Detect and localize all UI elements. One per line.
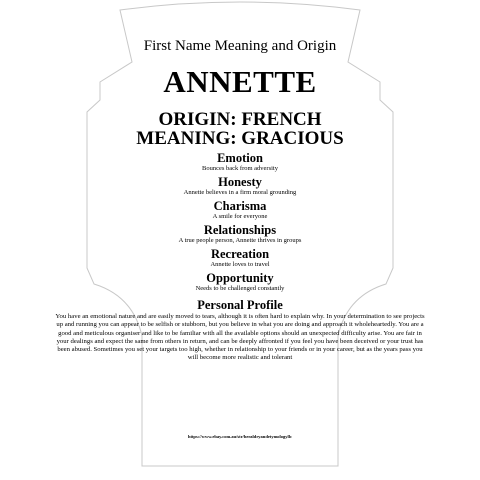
- name-heading: ANNETTE: [163, 64, 317, 99]
- trait-recreation: [80, 248, 400, 269]
- trait-title: Relationships: [203, 223, 277, 237]
- origin-line: ORIGIN: FRENCH: [158, 109, 322, 130]
- page-subtitle: First Name Meaning and Origin: [143, 38, 337, 54]
- meaning-line: MEANING: GRACIOUS: [136, 128, 344, 149]
- trait-emotion: [80, 152, 400, 173]
- trait-text: Needs to be challenged constantly: [195, 285, 285, 292]
- trait-title: Honesty: [218, 175, 262, 189]
- trait-title: Recreation: [210, 247, 270, 261]
- profile-text: You have an emotional nature and are easily moved to tears, although it is often hard to explain why. In your determination to see projects up and running you can appear to be selfish or stubborn, but you believe in what you are doing and approach it wholeheartedly. You are a good and meticulous organiser and like to be familiar with all the available options should an unexpected difficulty arise. You are fair in your dealings and expect the same from others in return, and can be deeply affronted if you feel you have been deceived or your trust has been abused. Sometimes you set your targets too high, whether in relationship to your friends or in your career, but as the years pass you will become more realistic and tolerant: [55, 313, 425, 362]
- trait-text: Annette believes in a firm moral grounding: [183, 189, 297, 196]
- trait-text: A smile for everyone: [212, 213, 268, 220]
- trait-text: Annette loves to travel: [210, 261, 270, 268]
- traits-list: [80, 152, 400, 296]
- footer-url: https://www.ebay.com.au/str/heraldryandetymologyllc: [187, 434, 293, 439]
- trait-title: Opportunity: [206, 271, 274, 285]
- trait-text: Bounces back from adversity: [202, 165, 278, 172]
- personal-profile: [55, 299, 425, 363]
- trait-title: Emotion: [217, 151, 263, 165]
- trait-relationships: [80, 224, 400, 245]
- trait-title: Charisma: [213, 199, 267, 213]
- trait-honesty: [80, 176, 400, 197]
- origin-meaning-block: [90, 110, 390, 148]
- trait-opportunity: [80, 272, 400, 293]
- trait-charisma: [80, 200, 400, 221]
- profile-title: Personal Profile: [197, 298, 283, 312]
- trait-text: A true people person, Annette thrives in groups: [178, 237, 302, 244]
